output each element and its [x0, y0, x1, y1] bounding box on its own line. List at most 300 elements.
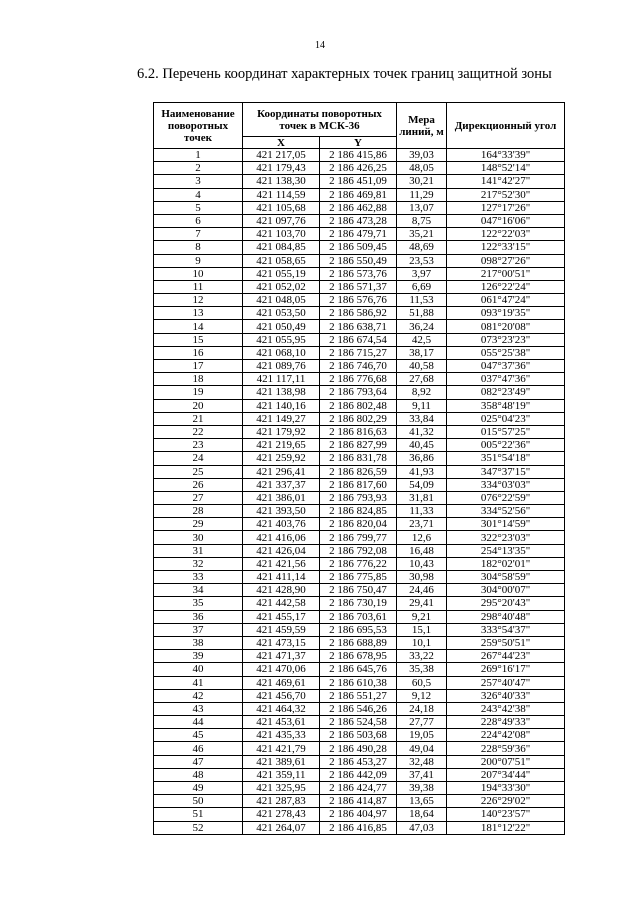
x-cell: 421 456,70	[243, 689, 320, 702]
header-row	[154, 103, 565, 137]
direction-angle-cell: 122°22'03"	[447, 228, 565, 241]
y-cell: 2 186 503,68	[320, 729, 397, 742]
direction-angle-cell: 304°58'59"	[447, 571, 565, 584]
y-cell: 2 186 792,08	[320, 544, 397, 557]
line-length-cell: 23,71	[397, 518, 447, 531]
direction-angle-cell: 182°02'01"	[447, 557, 565, 570]
line-length-cell: 51,88	[397, 307, 447, 320]
direction-angle-cell: 148°52'14"	[447, 162, 565, 175]
table-row	[154, 360, 565, 373]
point-number-cell: 16	[154, 346, 243, 359]
table-row	[154, 544, 565, 557]
line-length-cell: 10,1	[397, 636, 447, 649]
point-number-cell: 51	[154, 808, 243, 821]
table-row	[154, 346, 565, 359]
line-length-cell: 30,98	[397, 571, 447, 584]
y-cell: 2 186 610,38	[320, 676, 397, 689]
table-row	[154, 584, 565, 597]
point-number-cell: 41	[154, 676, 243, 689]
direction-angle-cell: 081°20'08"	[447, 320, 565, 333]
y-cell: 2 186 802,29	[320, 412, 397, 425]
point-number-cell: 11	[154, 280, 243, 293]
table-row	[154, 623, 565, 636]
point-number-cell: 20	[154, 399, 243, 412]
point-number-cell: 45	[154, 729, 243, 742]
table-row	[154, 729, 565, 742]
line-length-cell: 49,04	[397, 742, 447, 755]
table-row	[154, 491, 565, 504]
direction-angle-cell: 140°23'57"	[447, 808, 565, 821]
x-cell: 421 264,07	[243, 821, 320, 834]
direction-angle-cell: 322°23'03"	[447, 531, 565, 544]
point-number-cell: 10	[154, 267, 243, 280]
y-cell: 2 186 776,22	[320, 557, 397, 570]
table-row	[154, 808, 565, 821]
x-cell: 421 403,76	[243, 518, 320, 531]
direction-angle-cell: 005°22'36"	[447, 439, 565, 452]
y-cell: 2 186 509,45	[320, 241, 397, 254]
y-cell: 2 186 546,26	[320, 702, 397, 715]
direction-angle-cell: 047°16'06"	[447, 214, 565, 227]
y-cell: 2 186 573,76	[320, 267, 397, 280]
x-cell: 421 114,59	[243, 188, 320, 201]
point-number-cell: 12	[154, 294, 243, 307]
line-length-cell: 3,97	[397, 267, 447, 280]
x-cell: 421 471,37	[243, 650, 320, 663]
x-cell: 421 179,43	[243, 162, 320, 175]
header-x: X	[243, 137, 320, 149]
y-cell: 2 186 442,09	[320, 768, 397, 781]
y-cell: 2 186 703,61	[320, 610, 397, 623]
x-cell: 421 058,65	[243, 254, 320, 267]
point-number-cell: 35	[154, 597, 243, 610]
x-cell: 421 103,70	[243, 228, 320, 241]
line-length-cell: 11,53	[397, 294, 447, 307]
x-cell: 421 140,16	[243, 399, 320, 412]
x-cell: 421 411,14	[243, 571, 320, 584]
line-length-cell: 35,21	[397, 228, 447, 241]
point-number-cell: 38	[154, 636, 243, 649]
line-length-cell: 16,48	[397, 544, 447, 557]
line-length-cell: 15,1	[397, 623, 447, 636]
table-row	[154, 162, 565, 175]
x-cell: 421 453,61	[243, 716, 320, 729]
y-cell: 2 186 426,25	[320, 162, 397, 175]
direction-angle-cell: 141°42'27"	[447, 175, 565, 188]
point-number-cell: 48	[154, 768, 243, 781]
y-cell: 2 186 469,81	[320, 188, 397, 201]
direction-angle-cell: 093°19'35"	[447, 307, 565, 320]
point-number-cell: 29	[154, 518, 243, 531]
y-cell: 2 186 817,60	[320, 478, 397, 491]
table-row	[154, 320, 565, 333]
y-cell: 2 186 695,53	[320, 623, 397, 636]
line-length-cell: 39,38	[397, 782, 447, 795]
table-row	[154, 439, 565, 452]
line-length-cell: 29,41	[397, 597, 447, 610]
direction-angle-cell: 025°04'23"	[447, 412, 565, 425]
direction-angle-cell: 076°22'59"	[447, 491, 565, 504]
x-cell: 421 259,92	[243, 452, 320, 465]
header-line-length: Мера линий, м	[397, 103, 447, 149]
y-cell: 2 186 414,87	[320, 795, 397, 808]
line-length-cell: 40,58	[397, 360, 447, 373]
line-length-cell: 36,86	[397, 452, 447, 465]
header-point-name: Наименование поворотных точек	[154, 103, 243, 149]
direction-angle-cell: 298°40'48"	[447, 610, 565, 623]
point-number-cell: 31	[154, 544, 243, 557]
table-row	[154, 373, 565, 386]
header-coordinates: Координаты поворотных точек в МСК-36	[243, 103, 397, 137]
direction-angle-cell: 164°33'39"	[447, 149, 565, 162]
direction-angle-cell: 304°00'07"	[447, 584, 565, 597]
x-cell: 421 470,06	[243, 663, 320, 676]
table-row	[154, 716, 565, 729]
point-number-cell: 27	[154, 491, 243, 504]
table-row	[154, 676, 565, 689]
y-cell: 2 186 462,88	[320, 201, 397, 214]
line-length-cell: 38,17	[397, 346, 447, 359]
x-cell: 421 048,05	[243, 294, 320, 307]
x-cell: 421 421,56	[243, 557, 320, 570]
table-row	[154, 386, 565, 399]
point-number-cell: 4	[154, 188, 243, 201]
table-row	[154, 742, 565, 755]
direction-angle-cell: 098°27'26"	[447, 254, 565, 267]
line-length-cell: 24,18	[397, 702, 447, 715]
y-cell: 2 186 645,76	[320, 663, 397, 676]
y-cell: 2 186 424,77	[320, 782, 397, 795]
y-cell: 2 186 490,28	[320, 742, 397, 755]
x-cell: 421 435,33	[243, 729, 320, 742]
y-cell: 2 186 820,04	[320, 518, 397, 531]
table-row	[154, 702, 565, 715]
x-cell: 421 389,61	[243, 755, 320, 768]
point-number-cell: 15	[154, 333, 243, 346]
direction-angle-cell: 207°34'44"	[447, 768, 565, 781]
x-cell: 421 416,06	[243, 531, 320, 544]
point-number-cell: 44	[154, 716, 243, 729]
direction-angle-cell: 254°13'35"	[447, 544, 565, 557]
y-cell: 2 186 479,71	[320, 228, 397, 241]
point-number-cell: 33	[154, 571, 243, 584]
x-cell: 421 138,98	[243, 386, 320, 399]
line-length-cell: 8,75	[397, 214, 447, 227]
line-length-cell: 48,69	[397, 241, 447, 254]
point-number-cell: 22	[154, 425, 243, 438]
table-row	[154, 280, 565, 293]
line-length-cell: 11,33	[397, 505, 447, 518]
line-length-cell: 9,11	[397, 399, 447, 412]
table-row	[154, 267, 565, 280]
y-cell: 2 186 688,89	[320, 636, 397, 649]
line-length-cell: 9,12	[397, 689, 447, 702]
line-length-cell: 48,05	[397, 162, 447, 175]
table-row	[154, 425, 565, 438]
line-length-cell: 41,32	[397, 425, 447, 438]
table-row	[154, 557, 565, 570]
y-cell: 2 186 730,19	[320, 597, 397, 610]
point-number-cell: 39	[154, 650, 243, 663]
table-row	[154, 149, 565, 162]
table-row	[154, 452, 565, 465]
x-cell: 421 105,68	[243, 201, 320, 214]
x-cell: 421 055,19	[243, 267, 320, 280]
direction-angle-cell: 333°54'37"	[447, 623, 565, 636]
x-cell: 421 469,61	[243, 676, 320, 689]
table-row	[154, 518, 565, 531]
x-cell: 421 068,10	[243, 346, 320, 359]
point-number-cell: 52	[154, 821, 243, 834]
x-cell: 421 117,11	[243, 373, 320, 386]
line-length-cell: 8,92	[397, 386, 447, 399]
direction-angle-cell: 217°00'51"	[447, 267, 565, 280]
x-cell: 421 386,01	[243, 491, 320, 504]
y-cell: 2 186 576,76	[320, 294, 397, 307]
y-cell: 2 186 473,28	[320, 214, 397, 227]
x-cell: 421 217,05	[243, 149, 320, 162]
direction-angle-cell: 334°52'56"	[447, 505, 565, 518]
table-row	[154, 821, 565, 834]
point-number-cell: 34	[154, 584, 243, 597]
point-number-cell: 30	[154, 531, 243, 544]
point-number-cell: 17	[154, 360, 243, 373]
line-length-cell: 23,53	[397, 254, 447, 267]
point-number-cell: 14	[154, 320, 243, 333]
x-cell: 421 278,43	[243, 808, 320, 821]
direction-angle-cell: 228°59'36"	[447, 742, 565, 755]
x-cell: 421 097,76	[243, 214, 320, 227]
direction-angle-cell: 228°49'33"	[447, 716, 565, 729]
table-row	[154, 478, 565, 491]
x-cell: 421 296,41	[243, 465, 320, 478]
table-row	[154, 254, 565, 267]
header-direction-angle: Дирекционный угол	[447, 103, 565, 149]
y-cell: 2 186 750,47	[320, 584, 397, 597]
point-number-cell: 3	[154, 175, 243, 188]
x-cell: 421 421,79	[243, 742, 320, 755]
line-length-cell: 27,77	[397, 716, 447, 729]
y-cell: 2 186 551,27	[320, 689, 397, 702]
direction-angle-cell: 194°33'30"	[447, 782, 565, 795]
point-number-cell: 13	[154, 307, 243, 320]
direction-angle-cell: 259°50'51"	[447, 636, 565, 649]
coordinates-table	[153, 102, 565, 835]
y-cell: 2 186 453,27	[320, 755, 397, 768]
direction-angle-cell: 269°16'17"	[447, 663, 565, 676]
table-row	[154, 650, 565, 663]
line-length-cell: 30,21	[397, 175, 447, 188]
y-cell: 2 186 793,64	[320, 386, 397, 399]
y-cell: 2 186 826,59	[320, 465, 397, 478]
point-number-cell: 37	[154, 623, 243, 636]
line-length-cell: 13,07	[397, 201, 447, 214]
direction-angle-cell: 073°23'23"	[447, 333, 565, 346]
direction-angle-cell: 334°03'03"	[447, 478, 565, 491]
table-row	[154, 188, 565, 201]
y-cell: 2 186 586,92	[320, 307, 397, 320]
line-length-cell: 41,93	[397, 465, 447, 478]
direction-angle-cell: 358°48'19"	[447, 399, 565, 412]
table-row	[154, 571, 565, 584]
direction-angle-cell: 055°25'38"	[447, 346, 565, 359]
direction-angle-cell: 082°23'49"	[447, 386, 565, 399]
direction-angle-cell: 257°40'47"	[447, 676, 565, 689]
x-cell: 421 179,92	[243, 425, 320, 438]
x-cell: 421 089,76	[243, 360, 320, 373]
x-cell: 421 053,50	[243, 307, 320, 320]
point-number-cell: 50	[154, 795, 243, 808]
y-cell: 2 186 638,71	[320, 320, 397, 333]
direction-angle-cell: 226°29'02"	[447, 795, 565, 808]
point-number-cell: 42	[154, 689, 243, 702]
line-length-cell: 19,05	[397, 729, 447, 742]
direction-angle-cell: 061°47'24"	[447, 294, 565, 307]
y-cell: 2 186 827,99	[320, 439, 397, 452]
point-number-cell: 1	[154, 149, 243, 162]
point-number-cell: 26	[154, 478, 243, 491]
point-number-cell: 32	[154, 557, 243, 570]
line-length-cell: 13,65	[397, 795, 447, 808]
y-cell: 2 186 793,93	[320, 491, 397, 504]
direction-angle-cell: 127°17'26"	[447, 201, 565, 214]
direction-angle-cell: 267°44'23"	[447, 650, 565, 663]
point-number-cell: 36	[154, 610, 243, 623]
table-body	[154, 149, 565, 835]
point-number-cell: 40	[154, 663, 243, 676]
x-cell: 421 149,27	[243, 412, 320, 425]
line-length-cell: 9,21	[397, 610, 447, 623]
line-length-cell: 27,68	[397, 373, 447, 386]
point-number-cell: 19	[154, 386, 243, 399]
point-number-cell: 24	[154, 452, 243, 465]
table-row	[154, 201, 565, 214]
table-row	[154, 399, 565, 412]
point-number-cell: 47	[154, 755, 243, 768]
table-row	[154, 412, 565, 425]
y-cell: 2 186 831,78	[320, 452, 397, 465]
table-row	[154, 636, 565, 649]
y-cell: 2 186 415,86	[320, 149, 397, 162]
y-cell: 2 186 799,77	[320, 531, 397, 544]
table-row	[154, 228, 565, 241]
table-row	[154, 241, 565, 254]
y-cell: 2 186 746,70	[320, 360, 397, 373]
line-length-cell: 6,69	[397, 280, 447, 293]
table-row	[154, 755, 565, 768]
x-cell: 421 359,11	[243, 768, 320, 781]
y-cell: 2 186 550,49	[320, 254, 397, 267]
table-row	[154, 465, 565, 478]
line-length-cell: 24,46	[397, 584, 447, 597]
y-cell: 2 186 451,09	[320, 175, 397, 188]
table-row	[154, 610, 565, 623]
point-number-cell: 25	[154, 465, 243, 478]
table-header	[154, 103, 565, 149]
table-row	[154, 214, 565, 227]
table-row	[154, 307, 565, 320]
point-number-cell: 23	[154, 439, 243, 452]
point-number-cell: 21	[154, 412, 243, 425]
direction-angle-cell: 037°47'36"	[447, 373, 565, 386]
x-cell: 421 464,32	[243, 702, 320, 715]
direction-angle-cell: 243°42'38"	[447, 702, 565, 715]
point-number-cell: 8	[154, 241, 243, 254]
line-length-cell: 40,45	[397, 439, 447, 452]
table-row	[154, 795, 565, 808]
point-number-cell: 2	[154, 162, 243, 175]
y-cell: 2 186 775,85	[320, 571, 397, 584]
table-row	[154, 689, 565, 702]
x-cell: 421 219,65	[243, 439, 320, 452]
line-length-cell: 31,81	[397, 491, 447, 504]
line-length-cell: 11,29	[397, 188, 447, 201]
x-cell: 421 459,59	[243, 623, 320, 636]
table-row	[154, 531, 565, 544]
direction-angle-cell: 047°37'36"	[447, 360, 565, 373]
page-number: 14	[315, 40, 325, 51]
y-cell: 2 186 824,85	[320, 505, 397, 518]
x-cell: 421 138,30	[243, 175, 320, 188]
table-row	[154, 782, 565, 795]
direction-angle-cell: 122°33'15"	[447, 241, 565, 254]
line-length-cell: 54,09	[397, 478, 447, 491]
header-y: Y	[320, 137, 397, 149]
direction-angle-cell: 326°40'33"	[447, 689, 565, 702]
table-row	[154, 294, 565, 307]
x-cell: 421 428,90	[243, 584, 320, 597]
x-cell: 421 455,17	[243, 610, 320, 623]
point-number-cell: 18	[154, 373, 243, 386]
x-cell: 421 084,85	[243, 241, 320, 254]
line-length-cell: 60,5	[397, 676, 447, 689]
direction-angle-cell: 015°57'25"	[447, 425, 565, 438]
direction-angle-cell: 301°14'59"	[447, 518, 565, 531]
point-number-cell: 6	[154, 214, 243, 227]
point-number-cell: 49	[154, 782, 243, 795]
line-length-cell: 18,64	[397, 808, 447, 821]
x-cell: 421 442,58	[243, 597, 320, 610]
point-number-cell: 46	[154, 742, 243, 755]
table-row	[154, 505, 565, 518]
point-number-cell: 28	[154, 505, 243, 518]
line-length-cell: 42,5	[397, 333, 447, 346]
direction-angle-cell: 295°20'43"	[447, 597, 565, 610]
line-length-cell: 32,48	[397, 755, 447, 768]
x-cell: 421 325,95	[243, 782, 320, 795]
line-length-cell: 35,38	[397, 663, 447, 676]
table-row	[154, 175, 565, 188]
y-cell: 2 186 571,37	[320, 280, 397, 293]
x-cell: 421 050,49	[243, 320, 320, 333]
line-length-cell: 39,03	[397, 149, 447, 162]
direction-angle-cell: 351°54'18"	[447, 452, 565, 465]
x-cell: 421 055,95	[243, 333, 320, 346]
y-cell: 2 186 416,85	[320, 821, 397, 834]
x-cell: 421 337,37	[243, 478, 320, 491]
section-heading: 6.2. Перечень координат характерных точек границ защитной зоны	[137, 66, 552, 82]
y-cell: 2 186 524,58	[320, 716, 397, 729]
point-number-cell: 9	[154, 254, 243, 267]
line-length-cell: 33,84	[397, 412, 447, 425]
table-row	[154, 768, 565, 781]
y-cell: 2 186 404,97	[320, 808, 397, 821]
point-number-cell: 5	[154, 201, 243, 214]
line-length-cell: 37,41	[397, 768, 447, 781]
direction-angle-cell: 217°52'30"	[447, 188, 565, 201]
line-length-cell: 47,03	[397, 821, 447, 834]
x-cell: 421 287,83	[243, 795, 320, 808]
